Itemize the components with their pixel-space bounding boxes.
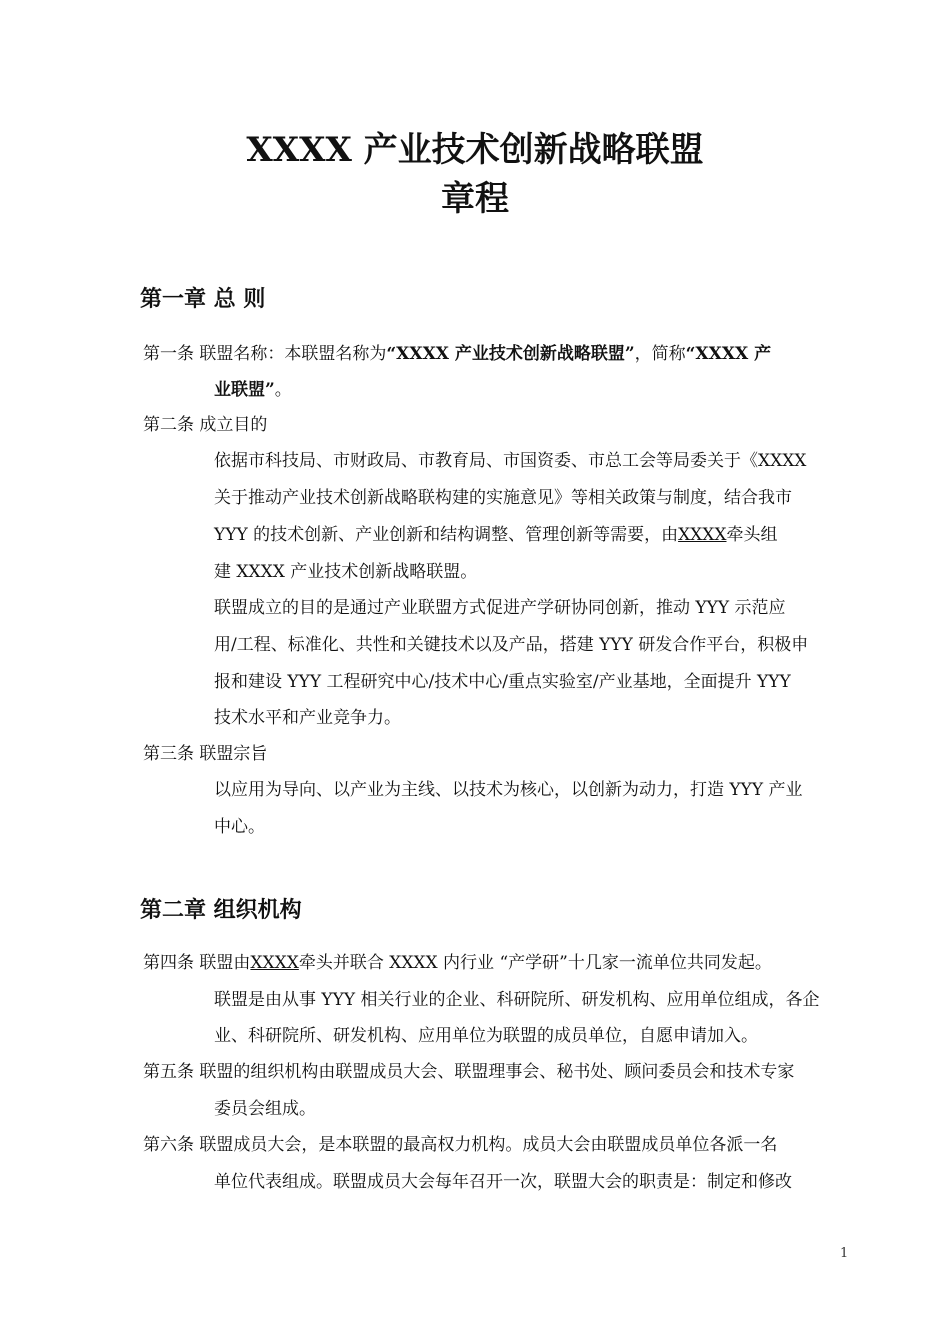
alliance-short-name-b: 业联盟” (214, 380, 275, 400)
chapter-2-heading: 第二章 组织机构 (140, 898, 302, 923)
article-6-line-1: 第六条 联盟成员大会，是本联盟的最高权力机构。成员大会由联盟成员单位各派一名 (143, 1135, 778, 1155)
alliance-full-name: “XXXX 产业技术创新战略联盟” (386, 344, 635, 364)
article-4-line-1-post: 牵头并联合 XXXX 内行业 “产学研”十几家一流单位共同发起。 (298, 953, 772, 973)
article-1-end: 。 (274, 380, 292, 400)
chapter-1-heading: 第一章 总 则 (140, 287, 266, 312)
article-2-p2-line-4: 技术水平和产业竞争力。 (214, 708, 401, 728)
article-1-line-1 (143, 342, 771, 366)
article-4-line-1 (143, 951, 772, 975)
article-2-p1-line-4: 建 XXXX 产业技术创新战略联盟。 (214, 562, 478, 582)
article-2-p1-line-2: 关于推动产业技术创新战略联构建的实施意见》等相关政策与制度，结合我市 (214, 488, 792, 508)
article-5-line-2: 委员会组成。 (214, 1099, 316, 1119)
article-4-line-3: 业、科研院所、研发机构、应用单位为联盟的成员单位，自愿申请加入。 (214, 1026, 758, 1046)
article-2-p1-line-3 (214, 523, 778, 547)
article-4-line-1-pre: 第四条 联盟由 (143, 953, 251, 973)
article-2-label: 第二条 成立目的 (143, 415, 268, 435)
page-number: 1 (840, 1246, 849, 1261)
alliance-short-name-a: “XXXX 产 (685, 344, 772, 364)
lead-org-placeholder: XXXX (678, 525, 727, 545)
article-1-mid: ，简称 (634, 344, 686, 364)
article-2-p2-line-1: 联盟成立的目的是通过产业联盟方式促进产学研协同创新，推动 YYY 示范应 (214, 598, 786, 618)
article-2-p2-line-3: 报和建设 YYY 工程研究中心/技术中心/重点实验室/产业基地，全面提升 YYY (214, 672, 791, 692)
document-title: XXXX 产业技术创新战略联盟 (246, 130, 704, 170)
article-3-line-2: 中心。 (214, 817, 265, 837)
article-5-line-1: 第五条 联盟的组织机构由联盟成员大会、联盟理事会、秘书处、顾问委员会和技术专家 (143, 1062, 795, 1082)
article-3-line-1: 以应用为导向、以产业为主线、以技术为核心，以创新为动力，打造 YYY 产业 (214, 780, 803, 800)
article-2-p2-line-2: 用/工程、标准化、共性和关键技术以及产品，搭建 YYY 研发合作平台，积极申 (214, 635, 809, 655)
article-1-label: 第一条 联盟名称：本联盟名称为 (143, 344, 387, 364)
article-3-label: 第三条 联盟宗旨 (143, 744, 268, 764)
article-2-p1-line-1: 依据市科技局、市财政局、市教育局、市国资委、市总工会等局委关于《XXXX (214, 451, 807, 471)
lead-org-placeholder-2: XXXX (250, 953, 299, 973)
article-2-p1-line-3-post: 牵头组 (726, 525, 778, 545)
article-1-line-2 (214, 378, 292, 402)
article-6-line-2: 单位代表组成。联盟成员大会每年召开一次，联盟大会的职责是：制定和修改 (214, 1172, 792, 1192)
document-subtitle: 章程 (441, 179, 509, 219)
article-2-p1-line-3-pre: YYY 的技术创新、产业创新和结构调整、管理创新等需要，由 (214, 525, 679, 545)
article-4-line-2: 联盟是由从事 YYY 相关行业的企业、科研院所、研发机构、应用单位组成，各企 (214, 990, 820, 1010)
